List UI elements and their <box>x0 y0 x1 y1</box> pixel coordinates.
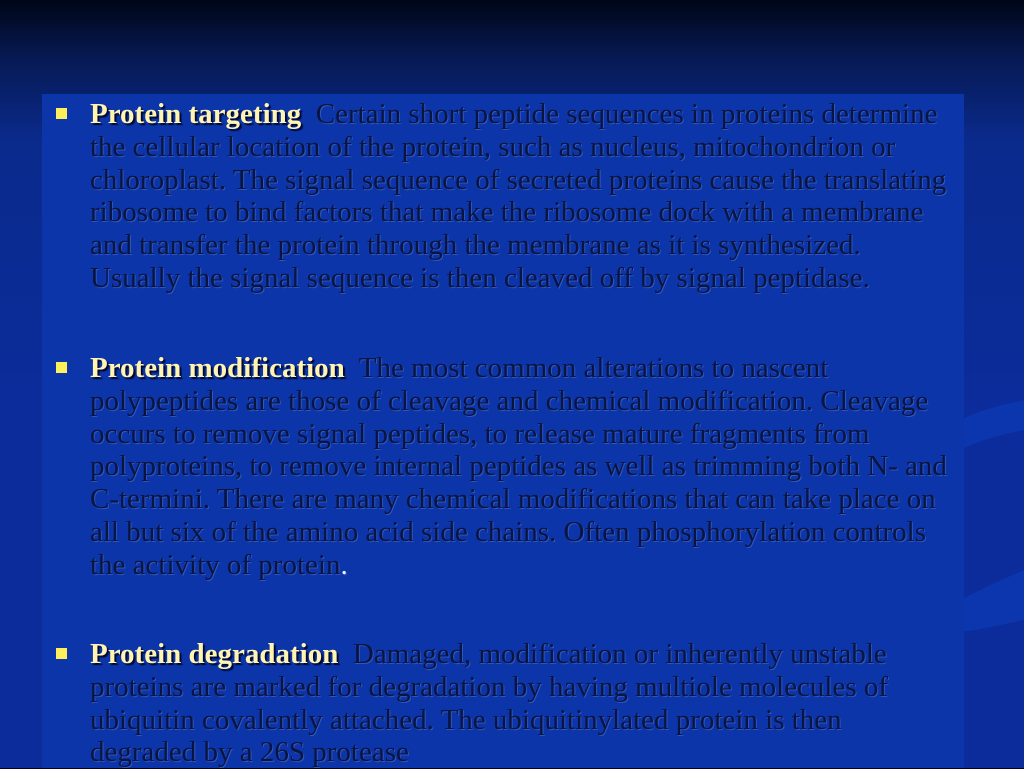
bullet-item-targeting <box>90 98 952 295</box>
item-heading: Protein degradation <box>90 638 339 670</box>
item-tail: . <box>340 548 348 581</box>
content-panel <box>42 94 964 768</box>
item-body: Damaged, modification or inherently unstable proteins are marked for degradation by having multiole molecules of ubiquitin covalently attached. The ubiquitinylated protein is then degraded by a 26S protease <box>90 638 889 769</box>
decorative-swoosh <box>960 380 1024 640</box>
yellow-square-bullet-icon <box>56 108 67 119</box>
item-heading: Protein targeting <box>90 98 302 130</box>
item-body: Certain short peptide sequences in proteins determine the cellular location of the protein, such as nucleus, mitochondrion or chloroplast. The signal sequence of secreted proteins cause the translating ribosome to bind factors that make the ribosome dock with a membrane and transfer the protein through the membrane as it is synthesized. Usually the signal sequence is then cleaved off by signal peptidase. <box>90 98 947 294</box>
item-heading: Protein modification <box>90 352 345 384</box>
yellow-square-bullet-icon <box>56 362 67 373</box>
item-body: The most common alterations to nascent polypeptides are those of cleavage and chemical modification. Cleavage occurs to remove signal peptides, to release mature fragments from polyproteins, to remove internal peptides as well as trimming both N- and C-termini. There are many chemical modifications that can take place on all but six of the amino acid side chains. Often phosphorylation controls the activity of protein <box>90 352 947 581</box>
bullet-item-modification <box>90 352 952 582</box>
bullet-item-degradation <box>90 638 952 769</box>
yellow-square-bullet-icon <box>56 648 67 659</box>
